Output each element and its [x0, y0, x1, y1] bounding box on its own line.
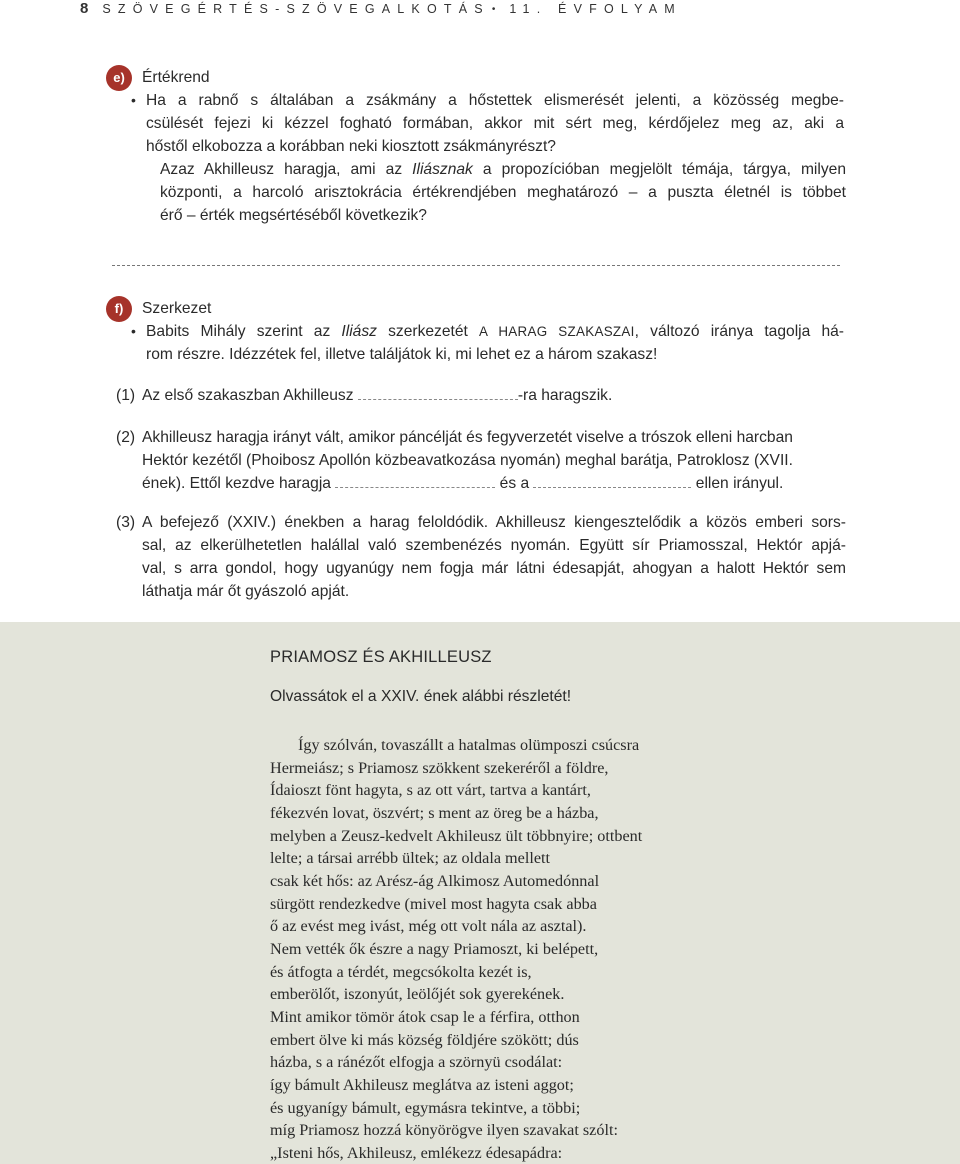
- item-1: [142, 384, 846, 407]
- fill-in-blank[interactable]: [358, 385, 518, 400]
- poem-line: Ídaioszt fönt hagyta, s az ott várt, tartva a kantárt,: [270, 781, 591, 800]
- item-line: A befejező (XXIV.) énekben a harag feloldódik. Akhilleusz kiengesztelődik a közös emberi sors-: [142, 514, 846, 531]
- page-number: 8: [80, 0, 89, 17]
- answer-line: [112, 265, 840, 266]
- question-line: központi, a harcoló arisztokrácia értékrendjében meghatározó – a puszta életnél is többet: [160, 184, 846, 201]
- reading-instruction: Olvassátok el a XXIV. ének alábbi részletét!: [270, 688, 572, 705]
- bullet-line: hőstől elkobozza a korábban neki kiosztott zsákmányrészt?: [146, 138, 556, 155]
- item-line: sal, az elkerülhetetlen halállal való szembenézés nyomán. Együtt sír Priamosszal, Hektór apjá-: [142, 537, 846, 554]
- fill-in-blank[interactable]: [335, 473, 495, 488]
- poem-excerpt: [270, 734, 642, 1164]
- section-e-bullet: [131, 89, 844, 158]
- poem-line: embert ölve ki más község földjére szökött; dús: [270, 1030, 579, 1049]
- question-italic: Iliásznak: [412, 161, 473, 178]
- item-line: Hektór kezétől (Phoibosz Apollón közbeavatkozása nyomán) meghal barátja, Patroklosz (XVII.: [142, 452, 793, 469]
- section-f-title: Szerkezet: [142, 300, 212, 317]
- bullet-text: szerkezetét: [376, 323, 479, 340]
- reading-title: PRIAMOSZ ÉS AKHILLEUSZ: [270, 648, 492, 666]
- bullet-line: rom részre. Idézzétek fel, illetve találjátok ki, mi lehet ez a három szakasz!: [146, 346, 658, 363]
- poem-line: sürgött rendezkedve (mivel most hagyta csak abba: [270, 894, 597, 913]
- bullet-line: Ha a rabnő s általában a zsákmány a hőstettek elismerését jelenti, a közösség megbe-: [146, 92, 844, 109]
- running-header: [80, 0, 682, 18]
- bullet-italic: Iliász: [341, 323, 377, 340]
- section-f-bullet: [131, 320, 844, 366]
- fill-in-blank[interactable]: [533, 473, 691, 488]
- item-line: láthatja már őt gyászoló apját.: [142, 583, 350, 600]
- poem-line: így bámult Akhileusz meglátva az isteni aggot;: [270, 1075, 574, 1094]
- item-text: ének). Ettől kezdve haragja: [142, 475, 336, 492]
- poem-line: míg Priamosz hozzá könyörögve ilyen szavakat szólt:: [270, 1121, 618, 1140]
- bullet-text: , változó iránya tagolja há-: [634, 323, 844, 340]
- poem-line: melyben a Zeusz-kedvelt Akhileusz ült többnyire; ottbent: [270, 826, 643, 845]
- poem-line: fékezvén lovat, öszvért; s ment az öreg be a házba,: [270, 803, 599, 822]
- item-text: -ra haragszik.: [517, 387, 613, 404]
- poem-line: ő az evést meg ivást, még ott volt nála az asztal).: [270, 917, 587, 936]
- item-number: (2): [116, 429, 136, 446]
- header-separator: •: [491, 4, 496, 15]
- item-line: val, s arra gondol, hogy ugyanúgy nem fogja már látni édesapját, ahogyan a halott Hektór sem: [142, 560, 846, 577]
- item-line: Akhilleusz haragja irányt vált, amikor páncélját és fegyverzetét viselve a trószok elleni harcban: [142, 429, 793, 446]
- section-f: [106, 296, 846, 376]
- section-e-title: Értékrend: [142, 69, 210, 86]
- bullet-text: Babits Mihály szerint az: [146, 323, 342, 340]
- question-text: Azaz Akhilleusz haragja, ami az: [160, 161, 413, 178]
- item-line: [142, 472, 846, 495]
- poem-line: „Isteni hős, Akhileusz, emlékezz édesapádra:: [270, 1143, 563, 1162]
- poem-line: lelte; a társai arrébb ültek; az oldala mellett: [270, 849, 551, 868]
- poem-line: házba, s a ránézőt elfogja a szörnyü csodálat:: [270, 1053, 563, 1072]
- bullet-line: [146, 320, 844, 343]
- item-text: ellen irányul.: [691, 475, 784, 492]
- item-text: Az első szakaszban Akhilleusz: [142, 387, 358, 404]
- bullet-line: csülését fejezi ki kézzel fogható formában, akkor mit sért meg, kérdőjelez meg az, aki a: [146, 115, 844, 132]
- small-caps-text: A HARAG SZAKASZAI: [479, 324, 635, 339]
- section-e-question: [160, 158, 846, 227]
- item-3: [142, 511, 846, 603]
- question-text: a propozícióban megjelölt témája, tárgya, milyen: [472, 161, 847, 178]
- question-line: érő – érték megsértéséből következik?: [160, 207, 427, 224]
- section-e-badge: e): [106, 65, 132, 91]
- bullet-icon: •: [131, 92, 136, 108]
- poem-line: emberölőt, iszonyút, leölőjét sok gyerekének.: [270, 985, 565, 1004]
- item-number: (1): [116, 387, 136, 404]
- poem-line: Így szólván, tovaszállt a hatalmas olümposzi csúcsra: [298, 736, 640, 754]
- question-line: [160, 158, 846, 181]
- bullet-icon: •: [131, 323, 136, 339]
- poem-line: Mint amikor tömör átok csap le a férfira, otthon: [270, 1007, 580, 1026]
- poem-line: és ugyanígy bámult, egymásra tekintve, a többi;: [270, 1098, 581, 1117]
- poem-line: Nem vették ők észre a nagy Priamoszt, ki belépett,: [270, 939, 599, 958]
- item-line: [142, 384, 846, 407]
- running-title-right: 11. ÉVFOLYAM: [509, 2, 682, 16]
- poem-line: és átfogta a térdét, megcsókolta kezét is,: [270, 962, 532, 981]
- section-f-badge: f): [106, 296, 132, 322]
- item-text: és a: [495, 475, 534, 492]
- item-2: [142, 426, 846, 495]
- poem-line: Hermeiász; s Priamosz szökkent szekeréről a földre,: [270, 758, 609, 777]
- poem-line: csak két hős: az Arész-ág Alkimosz Automedónnal: [270, 871, 600, 890]
- item-number: (3): [116, 514, 136, 531]
- running-title-left: SZÖVEGÉRTÉS-SZÖVEGALKOTÁS: [102, 2, 490, 16]
